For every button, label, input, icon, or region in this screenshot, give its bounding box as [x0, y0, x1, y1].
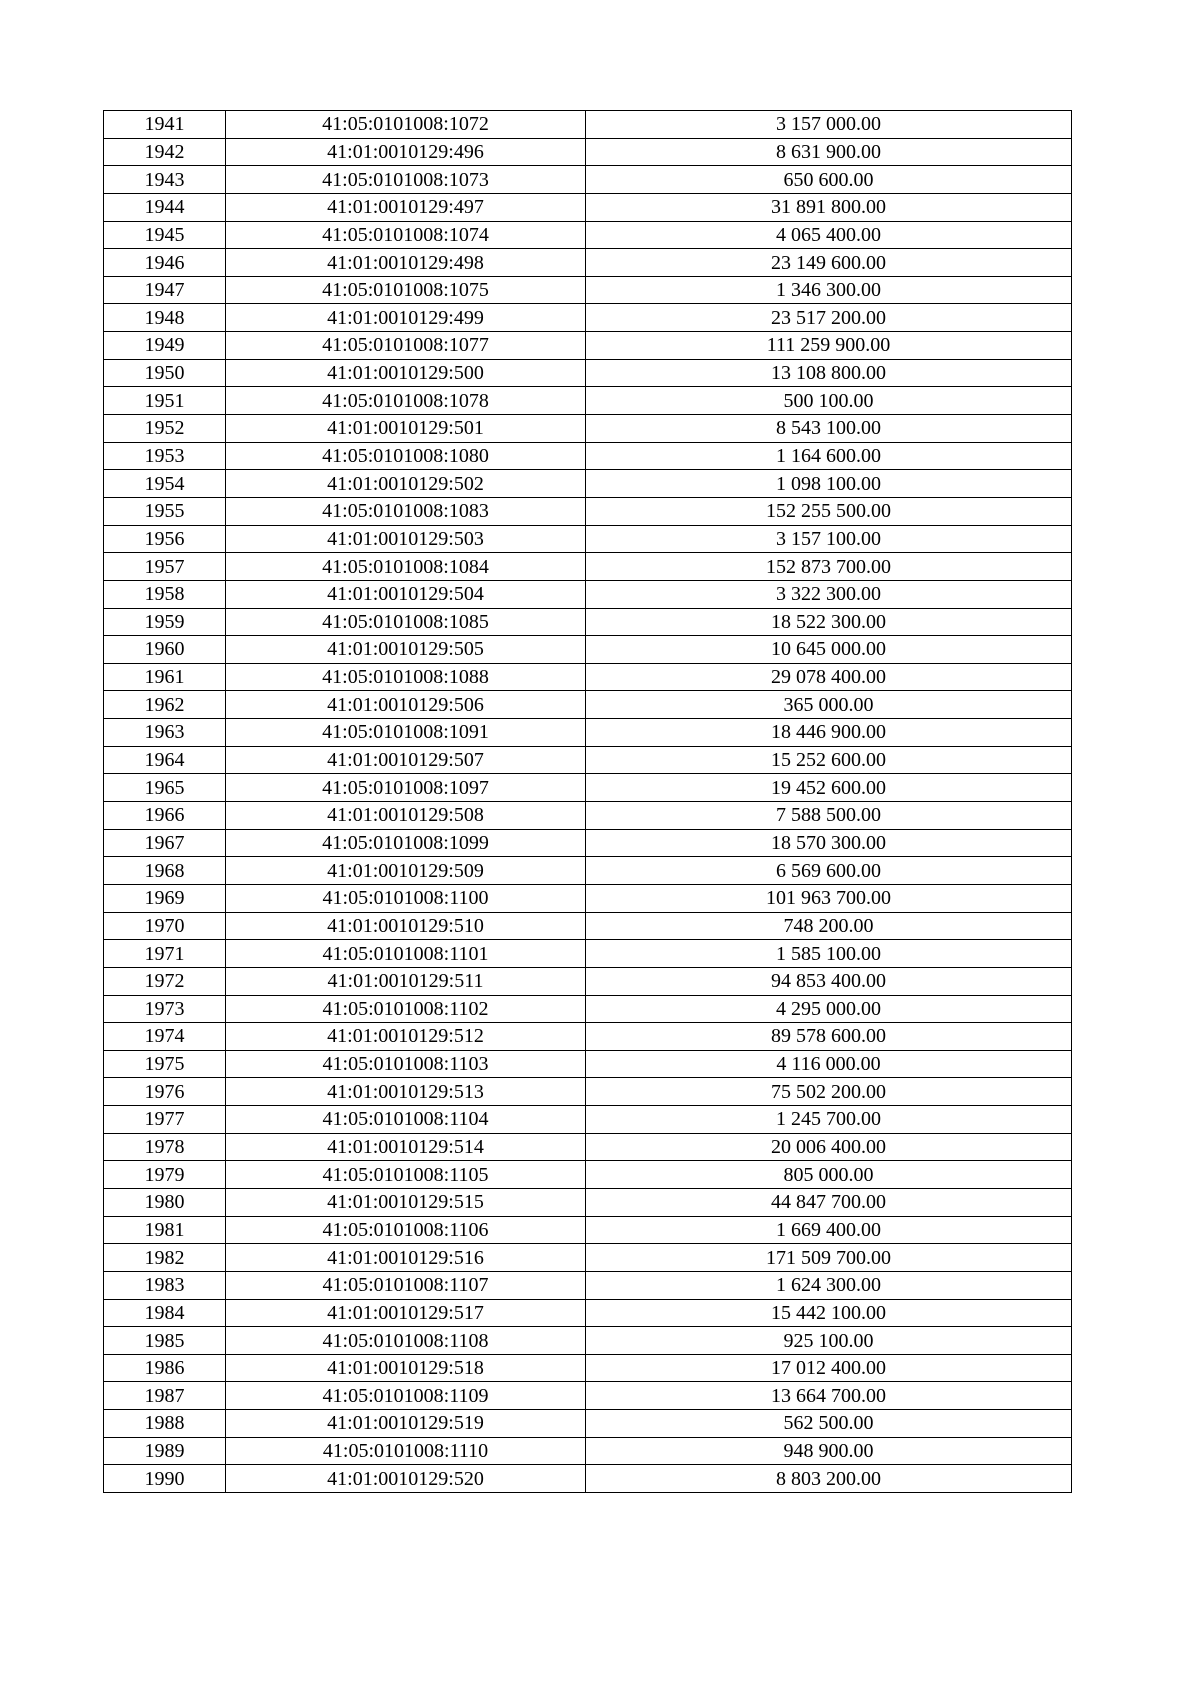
- cadastral-value-table: [103, 110, 1072, 1493]
- table-row: [104, 636, 1072, 664]
- row-number-cell: 1957: [104, 553, 226, 581]
- row-number-cell: 1943: [104, 166, 226, 194]
- row-number-cell: 1987: [104, 1382, 226, 1410]
- row-number-cell: 1942: [104, 138, 226, 166]
- row-number-cell: 1971: [104, 940, 226, 968]
- cadastral-number-cell: 41:05:0101008:1088: [226, 663, 586, 691]
- cadastral-value-cell: 10 645 000.00: [586, 636, 1072, 664]
- cadastral-number-cell: 41:05:0101008:1106: [226, 1216, 586, 1244]
- row-number-cell: 1975: [104, 1050, 226, 1078]
- cadastral-number-cell: 41:01:0010129:502: [226, 470, 586, 498]
- row-number-cell: 1976: [104, 1078, 226, 1106]
- cadastral-number-cell: 41:01:0010129:518: [226, 1354, 586, 1382]
- cadastral-number-cell: 41:01:0010129:506: [226, 691, 586, 719]
- cadastral-value-cell: 500 100.00: [586, 387, 1072, 415]
- cadastral-value-cell: 8 543 100.00: [586, 415, 1072, 443]
- row-number-cell: 1967: [104, 829, 226, 857]
- cadastral-value-cell: 7 588 500.00: [586, 802, 1072, 830]
- cadastral-value-cell: 4 116 000.00: [586, 1050, 1072, 1078]
- cadastral-value-cell: 29 078 400.00: [586, 663, 1072, 691]
- cadastral-number-cell: 41:05:0101008:1107: [226, 1271, 586, 1299]
- table-row: [104, 1354, 1072, 1382]
- table-row: [104, 276, 1072, 304]
- cadastral-number-cell: 41:05:0101008:1108: [226, 1327, 586, 1355]
- cadastral-number-cell: 41:05:0101008:1103: [226, 1050, 586, 1078]
- table-row: [104, 940, 1072, 968]
- cadastral-number-cell: 41:05:0101008:1097: [226, 774, 586, 802]
- cadastral-number-cell: 41:01:0010129:496: [226, 138, 586, 166]
- cadastral-number-cell: 41:05:0101008:1085: [226, 608, 586, 636]
- cadastral-value-cell: 650 600.00: [586, 166, 1072, 194]
- row-number-cell: 1966: [104, 802, 226, 830]
- cadastral-value-cell: 89 578 600.00: [586, 1023, 1072, 1051]
- cadastral-number-cell: 41:01:0010129:519: [226, 1410, 586, 1438]
- table-row: [104, 829, 1072, 857]
- cadastral-number-cell: 41:05:0101008:1080: [226, 442, 586, 470]
- row-number-cell: 1949: [104, 332, 226, 360]
- cadastral-value-cell: 18 522 300.00: [586, 608, 1072, 636]
- cadastral-number-cell: 41:01:0010129:514: [226, 1133, 586, 1161]
- cadastral-value-cell: 365 000.00: [586, 691, 1072, 719]
- cadastral-number-cell: 41:01:0010129:504: [226, 580, 586, 608]
- row-number-cell: 1972: [104, 967, 226, 995]
- cadastral-number-cell: 41:05:0101008:1109: [226, 1382, 586, 1410]
- row-number-cell: 1962: [104, 691, 226, 719]
- row-number-cell: 1969: [104, 884, 226, 912]
- row-number-cell: 1980: [104, 1188, 226, 1216]
- row-number-cell: 1988: [104, 1410, 226, 1438]
- cadastral-value-cell: 19 452 600.00: [586, 774, 1072, 802]
- cadastral-value-cell: 171 509 700.00: [586, 1244, 1072, 1272]
- table-row: [104, 912, 1072, 940]
- cadastral-value-cell: 31 891 800.00: [586, 193, 1072, 221]
- cadastral-number-cell: 41:01:0010129:501: [226, 415, 586, 443]
- cadastral-number-cell: 41:05:0101008:1099: [226, 829, 586, 857]
- cadastral-value-cell: 18 446 900.00: [586, 719, 1072, 747]
- table-row: [104, 608, 1072, 636]
- cadastral-value-cell: 18 570 300.00: [586, 829, 1072, 857]
- cadastral-number-cell: 41:01:0010129:512: [226, 1023, 586, 1051]
- table-row: [104, 221, 1072, 249]
- cadastral-number-cell: 41:01:0010129:513: [226, 1078, 586, 1106]
- cadastral-number-cell: 41:05:0101008:1104: [226, 1106, 586, 1134]
- table-row: [104, 691, 1072, 719]
- table-row: [104, 1327, 1072, 1355]
- cadastral-number-cell: 41:01:0010129:499: [226, 304, 586, 332]
- table-row: [104, 359, 1072, 387]
- row-number-cell: 1968: [104, 857, 226, 885]
- table-row: [104, 193, 1072, 221]
- table-row: [104, 1188, 1072, 1216]
- table-row: [104, 470, 1072, 498]
- table-row: [104, 884, 1072, 912]
- row-number-cell: 1986: [104, 1354, 226, 1382]
- row-number-cell: 1961: [104, 663, 226, 691]
- cadastral-number-cell: 41:01:0010129:498: [226, 249, 586, 277]
- row-number-cell: 1965: [104, 774, 226, 802]
- table-row: [104, 746, 1072, 774]
- row-number-cell: 1953: [104, 442, 226, 470]
- cadastral-value-cell: 13 108 800.00: [586, 359, 1072, 387]
- row-number-cell: 1985: [104, 1327, 226, 1355]
- cadastral-number-cell: 41:05:0101008:1105: [226, 1161, 586, 1189]
- cadastral-value-cell: 44 847 700.00: [586, 1188, 1072, 1216]
- cadastral-number-cell: 41:01:0010129:500: [226, 359, 586, 387]
- cadastral-value-cell: 1 585 100.00: [586, 940, 1072, 968]
- table-row: [104, 857, 1072, 885]
- table-row: [104, 553, 1072, 581]
- cadastral-number-cell: 41:05:0101008:1072: [226, 111, 586, 139]
- cadastral-number-cell: 41:01:0010129:515: [226, 1188, 586, 1216]
- row-number-cell: 1963: [104, 719, 226, 747]
- row-number-cell: 1951: [104, 387, 226, 415]
- cadastral-value-cell: 13 664 700.00: [586, 1382, 1072, 1410]
- row-number-cell: 1974: [104, 1023, 226, 1051]
- cadastral-value-cell: 75 502 200.00: [586, 1078, 1072, 1106]
- cadastral-number-cell: 41:05:0101008:1091: [226, 719, 586, 747]
- cadastral-value-cell: 3 157 000.00: [586, 111, 1072, 139]
- cadastral-number-cell: 41:01:0010129:508: [226, 802, 586, 830]
- table-row: [104, 1106, 1072, 1134]
- table-row: [104, 719, 1072, 747]
- cadastral-value-cell: 111 259 900.00: [586, 332, 1072, 360]
- cadastral-number-cell: 41:05:0101008:1101: [226, 940, 586, 968]
- cadastral-value-cell: 23 517 200.00: [586, 304, 1072, 332]
- cadastral-number-cell: 41:01:0010129:509: [226, 857, 586, 885]
- cadastral-value-cell: 1 098 100.00: [586, 470, 1072, 498]
- cadastral-number-cell: 41:05:0101008:1102: [226, 995, 586, 1023]
- table-row: [104, 995, 1072, 1023]
- row-number-cell: 1970: [104, 912, 226, 940]
- table-row: [104, 1161, 1072, 1189]
- row-number-cell: 1989: [104, 1437, 226, 1465]
- cadastral-number-cell: 41:01:0010129:520: [226, 1465, 586, 1493]
- row-number-cell: 1983: [104, 1271, 226, 1299]
- table-row: [104, 1216, 1072, 1244]
- cadastral-value-cell: 23 149 600.00: [586, 249, 1072, 277]
- cadastral-value-cell: 948 900.00: [586, 1437, 1072, 1465]
- cadastral-value-cell: 805 000.00: [586, 1161, 1072, 1189]
- table-body: [104, 111, 1072, 1493]
- table-row: [104, 663, 1072, 691]
- row-number-cell: 1952: [104, 415, 226, 443]
- table-row: [104, 1078, 1072, 1106]
- table-row: [104, 1382, 1072, 1410]
- cadastral-value-cell: 8 803 200.00: [586, 1465, 1072, 1493]
- table-row: [104, 580, 1072, 608]
- table-row: [104, 111, 1072, 139]
- table-row: [104, 497, 1072, 525]
- cadastral-value-cell: 6 569 600.00: [586, 857, 1072, 885]
- row-number-cell: 1979: [104, 1161, 226, 1189]
- cadastral-number-cell: 41:05:0101008:1075: [226, 276, 586, 304]
- row-number-cell: 1982: [104, 1244, 226, 1272]
- table-row: [104, 1299, 1072, 1327]
- row-number-cell: 1947: [104, 276, 226, 304]
- table-row: [104, 332, 1072, 360]
- cadastral-value-cell: 17 012 400.00: [586, 1354, 1072, 1382]
- table-row: [104, 1244, 1072, 1272]
- row-number-cell: 1958: [104, 580, 226, 608]
- row-number-cell: 1990: [104, 1465, 226, 1493]
- table-row: [104, 967, 1072, 995]
- cadastral-value-cell: 152 255 500.00: [586, 497, 1072, 525]
- cadastral-number-cell: 41:05:0101008:1084: [226, 553, 586, 581]
- cadastral-number-cell: 41:05:0101008:1110: [226, 1437, 586, 1465]
- cadastral-number-cell: 41:01:0010129:511: [226, 967, 586, 995]
- table-row: [104, 802, 1072, 830]
- cadastral-value-cell: 925 100.00: [586, 1327, 1072, 1355]
- table-row: [104, 1271, 1072, 1299]
- row-number-cell: 1977: [104, 1106, 226, 1134]
- row-number-cell: 1944: [104, 193, 226, 221]
- cadastral-number-cell: 41:05:0101008:1077: [226, 332, 586, 360]
- table-row: [104, 304, 1072, 332]
- cadastral-value-cell: 8 631 900.00: [586, 138, 1072, 166]
- cadastral-number-cell: 41:05:0101008:1100: [226, 884, 586, 912]
- table-row: [104, 1437, 1072, 1465]
- row-number-cell: 1956: [104, 525, 226, 553]
- cadastral-number-cell: 41:01:0010129:510: [226, 912, 586, 940]
- table-row: [104, 387, 1072, 415]
- cadastral-number-cell: 41:01:0010129:505: [226, 636, 586, 664]
- row-number-cell: 1978: [104, 1133, 226, 1161]
- cadastral-value-cell: 152 873 700.00: [586, 553, 1072, 581]
- cadastral-value-cell: 562 500.00: [586, 1410, 1072, 1438]
- row-number-cell: 1984: [104, 1299, 226, 1327]
- cadastral-value-cell: 3 157 100.00: [586, 525, 1072, 553]
- cadastral-value-cell: 1 245 700.00: [586, 1106, 1072, 1134]
- table-row: [104, 1410, 1072, 1438]
- cadastral-value-cell: 4 295 000.00: [586, 995, 1072, 1023]
- cadastral-value-cell: 15 442 100.00: [586, 1299, 1072, 1327]
- cadastral-value-cell: 101 963 700.00: [586, 884, 1072, 912]
- cadastral-number-cell: 41:05:0101008:1074: [226, 221, 586, 249]
- cadastral-number-cell: 41:05:0101008:1073: [226, 166, 586, 194]
- cadastral-number-cell: 41:01:0010129:516: [226, 1244, 586, 1272]
- table-row: [104, 525, 1072, 553]
- cadastral-number-cell: 41:01:0010129:517: [226, 1299, 586, 1327]
- row-number-cell: 1973: [104, 995, 226, 1023]
- table-row: [104, 1133, 1072, 1161]
- row-number-cell: 1950: [104, 359, 226, 387]
- cadastral-value-cell: 3 322 300.00: [586, 580, 1072, 608]
- table-row: [104, 442, 1072, 470]
- cadastral-number-cell: 41:01:0010129:497: [226, 193, 586, 221]
- table-row: [104, 1050, 1072, 1078]
- row-number-cell: 1959: [104, 608, 226, 636]
- table-row: [104, 138, 1072, 166]
- cadastral-number-cell: 41:01:0010129:507: [226, 746, 586, 774]
- row-number-cell: 1981: [104, 1216, 226, 1244]
- table-row: [104, 249, 1072, 277]
- cadastral-value-cell: 20 006 400.00: [586, 1133, 1072, 1161]
- row-number-cell: 1948: [104, 304, 226, 332]
- table-row: [104, 774, 1072, 802]
- cadastral-value-cell: 1 164 600.00: [586, 442, 1072, 470]
- row-number-cell: 1955: [104, 497, 226, 525]
- row-number-cell: 1960: [104, 636, 226, 664]
- row-number-cell: 1945: [104, 221, 226, 249]
- cadastral-number-cell: 41:05:0101008:1083: [226, 497, 586, 525]
- row-number-cell: 1941: [104, 111, 226, 139]
- row-number-cell: 1954: [104, 470, 226, 498]
- table-row: [104, 1465, 1072, 1493]
- cadastral-value-cell: 94 853 400.00: [586, 967, 1072, 995]
- cadastral-value-cell: 4 065 400.00: [586, 221, 1072, 249]
- cadastral-number-cell: 41:05:0101008:1078: [226, 387, 586, 415]
- cadastral-value-cell: 748 200.00: [586, 912, 1072, 940]
- cadastral-value-cell: 1 669 400.00: [586, 1216, 1072, 1244]
- row-number-cell: 1946: [104, 249, 226, 277]
- cadastral-value-cell: 1 346 300.00: [586, 276, 1072, 304]
- row-number-cell: 1964: [104, 746, 226, 774]
- cadastral-number-cell: 41:01:0010129:503: [226, 525, 586, 553]
- table-row: [104, 415, 1072, 443]
- cadastral-value-cell: 15 252 600.00: [586, 746, 1072, 774]
- table-row: [104, 166, 1072, 194]
- cadastral-value-cell: 1 624 300.00: [586, 1271, 1072, 1299]
- table-row: [104, 1023, 1072, 1051]
